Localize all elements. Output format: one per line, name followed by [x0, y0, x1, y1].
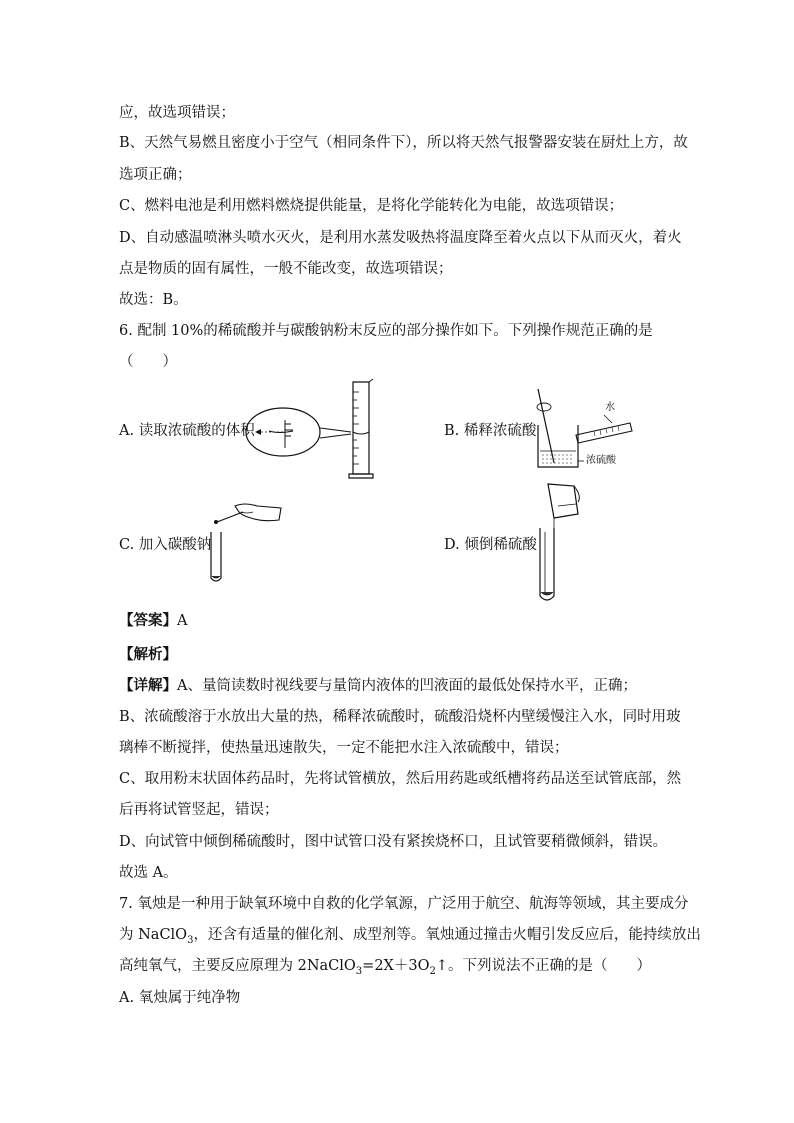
detail-label: 【详解】: [119, 677, 177, 694]
text-line: 故选：B。: [119, 292, 188, 308]
question-6-blank: （ ）: [119, 354, 177, 370]
option-b-label: B. 稀释浓硫酸: [444, 423, 537, 439]
figure-graduated-cylinder: [245, 378, 385, 478]
detail-line-a: [119, 676, 637, 696]
text-line: C、燃料电池是利用燃料燃烧提供能量，是将化学能转化为电能，故选项错误；: [119, 198, 624, 214]
text-line: B、浓硫酸溶于水放出大量的热，稀释浓硫酸时，硫酸沿烧杯内壁缓慢注入水，同时用玻: [119, 709, 681, 725]
text-line: B、天然气易燃且密度小于空气（相同条件下），所以将天然气报警器安装在厨灶上方，故: [119, 135, 688, 151]
question-7-line3: [119, 956, 651, 976]
text-segment: 高纯氧气，主要反应原理为 2NaClO: [119, 958, 356, 974]
option-c-label: C. 加入碳酸钠: [119, 537, 212, 553]
text-line: 后再将试管竖起，错误；: [119, 802, 279, 818]
final-answer: 故选 A。: [119, 865, 178, 881]
answer-value: A: [177, 613, 188, 629]
text-line: D、自动感温喷淋头喷水灭火，是利用水蒸发吸热将温度降至着火点以下从而灭火，着火: [119, 230, 682, 246]
answer-line: [119, 611, 187, 631]
figure-pour-dilute-acid: [530, 480, 600, 605]
text-line: 璃棒不断搅拌，使热量迅速散失，一定不能把水注入浓硫酸中，错误；: [119, 740, 569, 756]
question-7-line2: [119, 925, 701, 945]
detail-a-text: A、量筒读数时视线要与量筒内液体的凹液面的最低处保持水平，正确；: [177, 678, 637, 694]
text-line: 选项正确；: [119, 167, 192, 183]
subscript: 3: [355, 965, 363, 977]
text-segment: ，还含有适量的催化剂、成型剂等。氧烛通过撞击火帽引发反应后，能持续放出: [193, 927, 701, 943]
text-line: 应，故选项错误；: [119, 105, 235, 121]
text-line: D、向试管中倾倒稀硫酸时，图中试管口没有紧挨烧杯口，且试管要稍微倾斜，错误。: [119, 834, 668, 850]
figure-dilute-acid: [530, 385, 640, 475]
formula-text: 为 NaClO: [119, 927, 188, 943]
question-6-stem: 6. 配制 10%的稀硫酸并与碳酸钠粉末反应的部分操作如下。下列操作规范正确的是: [119, 323, 653, 339]
answer-label: 【答案】: [119, 612, 177, 629]
label-conc-acid: 浓硫酸: [586, 455, 616, 466]
option-d-label: D. 倾倒稀硫酸: [444, 537, 537, 553]
subscript: 2: [429, 965, 436, 977]
text-line: 点是物质的固有属性，一般不能改变，故选项错误；: [119, 261, 453, 277]
option-a-label: A. 读取浓硫酸的体积: [119, 423, 255, 439]
subscript: 3: [187, 934, 194, 946]
figure-add-sodium-carbonate: [205, 500, 290, 590]
text-segment: =2X＋3O: [362, 958, 430, 974]
analysis-label: 【解析】: [119, 646, 177, 663]
text-line: C、取用粉末状固体药品时，先将试管横放，然后用药匙或纸槽将药品送至试管底部，然: [119, 771, 682, 787]
text-segment: ↑。下列说法不正确的是（ ）: [435, 958, 652, 974]
question-7-line1: 7. 氧烛是一种用于缺氧环境中自救的化学氧源，广泛用于航空、航海等领域，其主要成分: [119, 896, 689, 912]
question-7-option-a: A. 氧烛属于纯净物: [119, 990, 241, 1006]
label-water: 水: [605, 402, 615, 413]
